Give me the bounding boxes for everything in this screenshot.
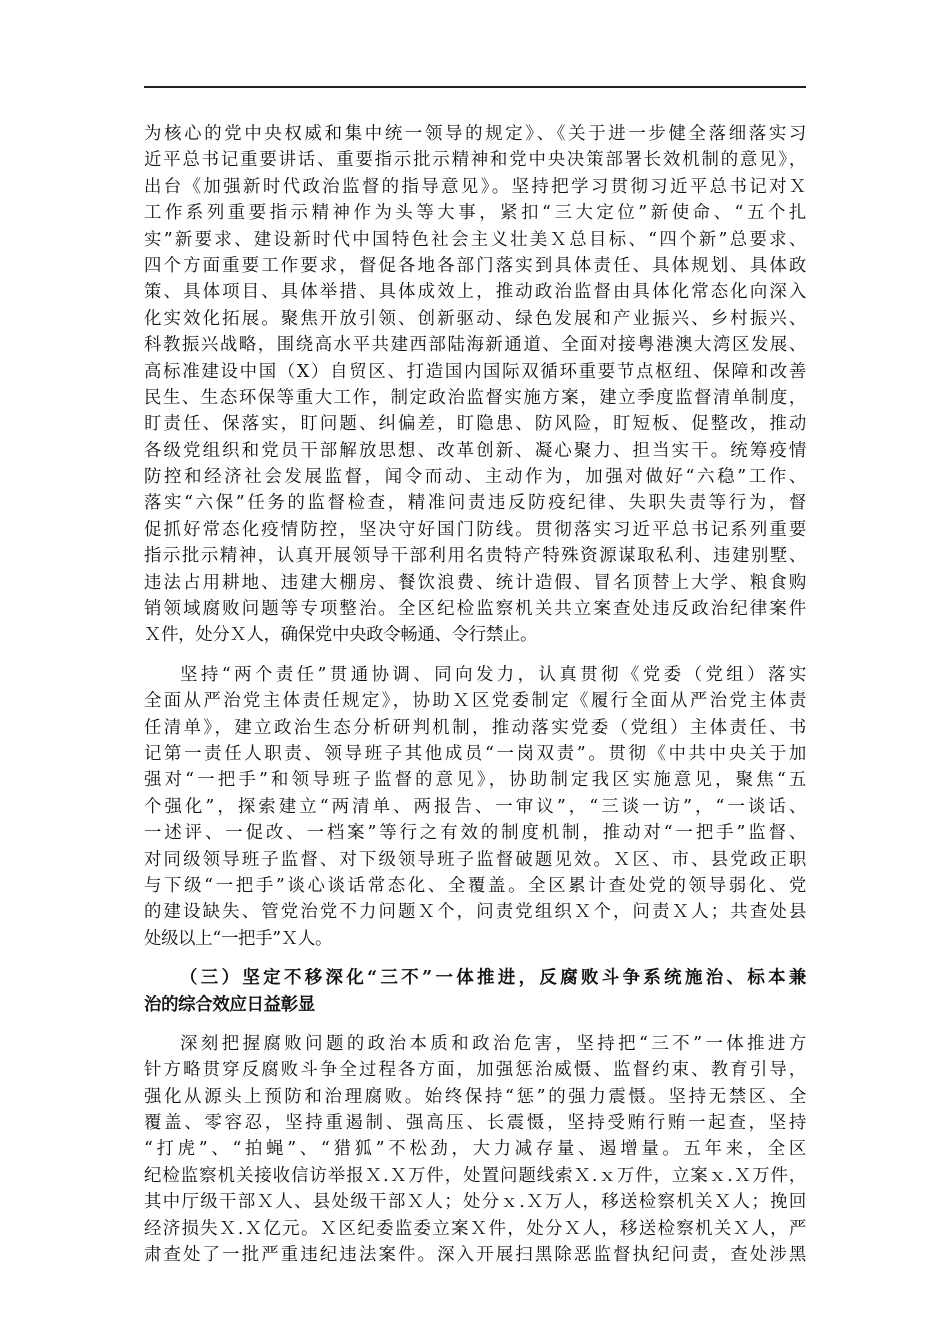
- text-line: 坚持“两个责任”贯通协调、同向发力，认真贯彻《党委（党组）落实: [180, 664, 806, 685]
- text-line: 策、具体项目、具体举措、具体成效上，推动政治监督由具体化常态化向深入: [144, 282, 806, 303]
- text-line: 针方略贯穿反腐败斗争全过程各方面，加强惩治威慑、监督约束、教育引导，: [144, 1060, 806, 1081]
- text-line: 为核心的党中央权威和集中统一领导的规定》、《关于进一步健全落细落实习: [144, 124, 806, 144]
- text-line: 违法占用耕地、违建大棚房、餐饮浪费、统计造假、冒名顶替上大学、粮食购: [144, 572, 806, 593]
- text-line: 防控和经济社会发展监督，闻令而动、主动作为，加强对做好“六稳”工作、: [144, 467, 806, 488]
- text-line: 全面从严治党主体责任规定》，协助Ｘ区党委制定《履行全面从严治党主体责: [144, 691, 806, 712]
- text-line: 的建设缺失、管党治党不力问题Ｘ个，问责党组织Ｘ个，问责Ｘ人；共查处县: [144, 902, 806, 923]
- text-line: 个强化”，探索建立“两清单、两报告、一审议”，“三谈一访”，“一谈话、: [144, 796, 806, 817]
- text-line: 指示批示精神，认真开展领导干部利用名贵特产特殊资源谋取私利、违建别墅、: [144, 546, 806, 567]
- paragraph-1: [144, 121, 806, 649]
- paragraph-spacer: [144, 1018, 806, 1031]
- text-line: Ｘ件，处分Ｘ人，确保党中央政令畅通、令行禁止。: [144, 625, 538, 646]
- text-line: 记第一责任人职责、领导班子其他成员“一岗双责”。贯彻《中共中央关于加: [144, 743, 806, 764]
- paragraph-2: [144, 662, 806, 952]
- text-line: 四个方面重要工作要求，督促各地各部门落实到具体责任、具体规划、具体政: [144, 255, 806, 276]
- text-line: “打虎”、“拍蝇”、“猎狐”不松劲，大力减存量、遏增量。五年来，全区: [144, 1139, 806, 1160]
- document-body: [144, 121, 806, 1268]
- paragraph-3: [144, 1031, 806, 1269]
- text-line: 强对“一把手”和领导班子监督的意见》，协助制定我区实施意见，聚焦“五: [144, 770, 806, 791]
- text-line: 促抓好常态化疫情防控，坚决守好国门防线。贯彻落实习近平总书记系列重要: [144, 519, 806, 540]
- text-line: 各级党组织和党员干部解放思想、改革创新、凝心聚力、担当实干。统筹疫情: [144, 440, 806, 461]
- text-line: 深刻把握腐败问题的政治本质和政治危害，坚持把“三不”一体推进方: [180, 1033, 806, 1054]
- text-line: 纪检监察机关接收信访举报Ｘ.Ｘ万件，处置问题线索Ｘ.ｘ万件，立案ｘ.Ｘ万件，: [144, 1165, 806, 1186]
- text-line: 经济损失Ｘ.Ｘ亿元。Ｘ区纪委监委立案Ｘ件，处分Ｘ人，移送检察机关Ｘ人，严: [144, 1218, 806, 1239]
- text-line: 覆盖、零容忍，坚持重遏制、强高压、长震慑，坚持受贿行贿一起查，坚持: [144, 1113, 806, 1134]
- text-line: 对同级领导班子监督、对下级领导班子监督破题见效。Ｘ区、市、县党政正职: [144, 849, 806, 870]
- text-line: 其中厅级干部Ｘ人、县处级干部Ｘ人；处分ｘ.Ｘ万人，移送检察机关Ｘ人；挽回: [144, 1192, 806, 1213]
- heading-line: 治的综合效应日益彰显: [144, 994, 315, 1015]
- text-line: 盯责任、保落实，盯问题、纠偏差，盯隐患、防风险，盯短板、促整改，推动: [144, 414, 806, 435]
- heading-line: （三）坚定不移深化“三不”一体推进，反腐败斗争系统施治、标本兼: [180, 968, 806, 989]
- text-line: 与下级“一把手”谈心谈话常态化、全覆盖。全区累计查处党的领导弱化、党: [144, 875, 806, 896]
- text-line: 强化从源头上预防和治理腐败。始终保持“惩”的强力震慑。坚持无禁区、全: [144, 1086, 806, 1107]
- text-line: 民生、生态环保等重大工作，制定政治监督实施方案，建立季度监督清单制度，: [144, 387, 806, 408]
- paragraph-spacer: [144, 649, 806, 662]
- text-line: 落实“六保”任务的监督检查，精准问责违反防疫纪律、失职失责等行为，督: [144, 493, 806, 514]
- text-line: 近平总书记重要讲话、重要指示批示精神和党中央决策部署长效机制的意见》，: [144, 150, 806, 171]
- paragraph-spacer: [144, 952, 806, 965]
- text-line: 处级以上“一把手”Ｘ人。: [144, 928, 333, 949]
- text-line: 任清单》，建立政治生态分析研判机制，推动落实党委（党组）主体责任、书: [144, 717, 806, 738]
- text-line: 一述评、一促改、一档案”等行之有效的制度机制，推动对“一把手”监督、: [144, 823, 806, 844]
- text-line: 高标准建设中国（X）自贸区、打造国内国际双循环重要节点枢纽、保障和改善: [144, 361, 806, 382]
- text-line: 实”新要求、建设新时代中国特色社会主义壮美Ｘ总目标、“四个新”总要求、: [144, 229, 806, 250]
- text-line: 化实效化拓展。聚焦开放引领、创新驱动、绿色发展和产业振兴、乡村振兴、: [144, 308, 806, 329]
- text-line: 销领域腐败问题等专项整治。全区纪检监察机关共立案查处违反政治纪律案件: [144, 599, 806, 620]
- section-heading-3: [144, 965, 806, 1018]
- header-rule: [144, 86, 806, 88]
- text-line: 科教振兴战略，围绕高水平共建西部陆海新通道、全面对接粤港澳大湾区发展、: [144, 335, 806, 356]
- text-line: 出台《加强新时代政治监督的指导意见》。坚持把学习贯彻习近平总书记对Ｘ: [144, 176, 806, 197]
- text-line: 肃查处了一批严重违纪违法案件。深入开展扫黑除恶监督执纪问责，查处涉黑: [144, 1245, 806, 1266]
- text-line: 工作系列重要指示精神作为头等大事，紧扣“三大定位”新使命、“五个扎: [144, 203, 806, 224]
